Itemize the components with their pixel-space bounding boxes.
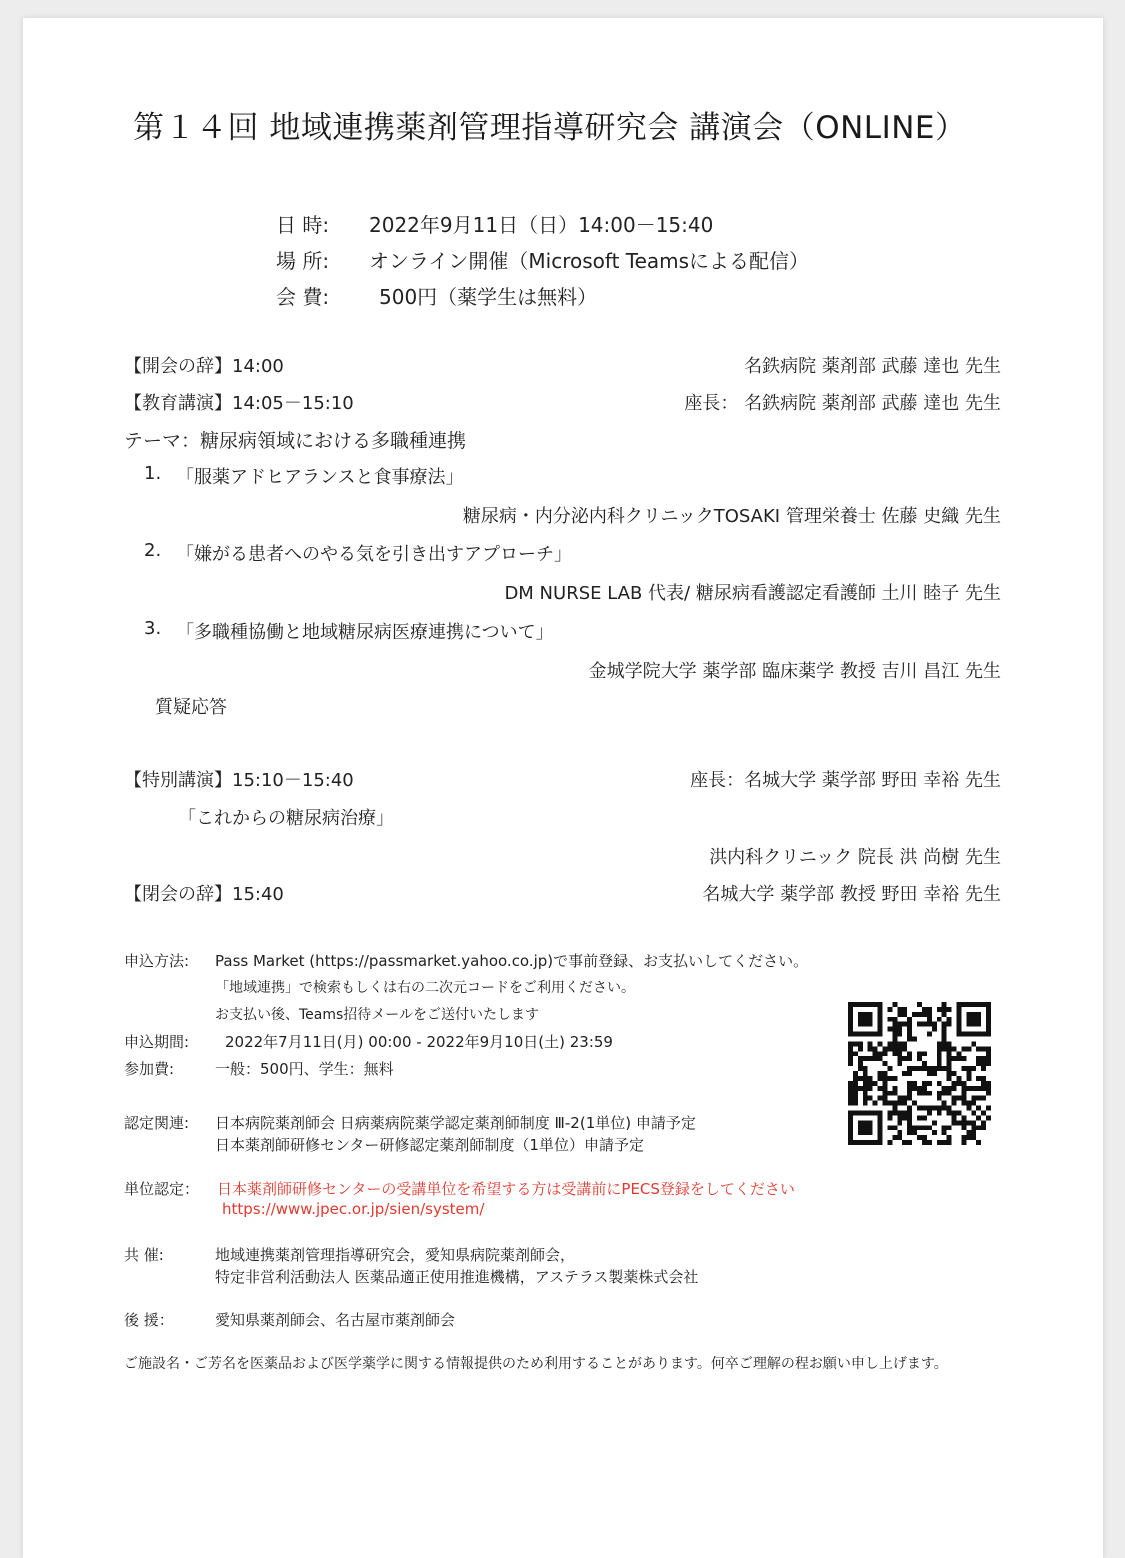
talk-1-number: 1.: [144, 463, 162, 484]
jpec-link[interactable]: https://www.jpec.or.jp/sien/system/: [222, 1200, 485, 1218]
talk-2-speaker: DM NURSE LAB 代表/ 糖尿病看護認定看護師 土川 睦子 先生: [504, 583, 1001, 604]
participation-fee-label: 参加費:: [124, 1060, 175, 1078]
participation-fee-value: 一般：500円、学生：無料: [215, 1060, 394, 1078]
qa: 質疑応答: [155, 697, 227, 718]
closing-speaker: 名城大学 薬学部 教授 野田 幸裕 先生: [702, 884, 1001, 905]
closing-label: 【閉会の辞】15:40: [124, 884, 284, 905]
place-label: 場 所:: [276, 249, 330, 273]
period-label: 申込期間:: [124, 1033, 190, 1051]
qr-code-icon[interactable]: [848, 1002, 991, 1145]
opening-label: 【開会の辞】14:00: [124, 356, 284, 377]
apply-label: 申込方法:: [124, 952, 190, 970]
special-speaker: 洪内科クリニック 院長 洪 尚樹 先生: [709, 847, 1001, 868]
apply-line-1: Pass Market (https://passmarket.yahoo.co.jp)で事前登録、お支払いしてください。: [215, 952, 809, 970]
cert-line-2: 日本薬剤師研修センター研修認定薬剤師制度（1単位）申請予定: [215, 1136, 644, 1154]
talk-2-title: 「嫌がる患者へのやる気を引き出すアプローチ」: [176, 544, 572, 565]
cert-line-1: 日本病院薬剤師会 日病薬病院薬学認定薬剤師制度 Ⅲ-2(1単位) 申請予定: [215, 1114, 696, 1132]
support-label: 後 援：: [124, 1311, 174, 1329]
date-value: 2022年9月11日（日）14:00－15:40: [369, 213, 714, 237]
special-title: 「これからの糖尿病治療」: [178, 808, 394, 829]
cohost-line-2: 特定非営利活動法人 医薬品適正使用推進機構，アステラス製薬株式会社: [215, 1268, 699, 1286]
cohost-label: 共 催:: [124, 1246, 164, 1264]
place-value: オンライン開催（Microsoft Teamsによる配信）: [369, 249, 810, 273]
flyer-page: [23, 18, 1103, 1558]
talk-1-title: 「服薬アドヒアランスと食事療法」: [176, 467, 464, 488]
date-label: 日 時:: [276, 213, 330, 237]
special-label: 【特別講演】15:10－15:40: [124, 770, 354, 791]
talk-3-number: 3.: [144, 618, 162, 639]
apply-line-2: 「地域連携」で検索もしくは右の二次元コードをご利用ください。: [215, 980, 635, 996]
unit-label: 単位認定：: [124, 1180, 200, 1198]
education-chair: 座長： 名鉄病院 薬剤部 武藤 達也 先生: [684, 393, 1001, 414]
education-label: 【教育講演】14:05－15:10: [124, 393, 354, 414]
theme: テーマ：糖尿病領域における多職種連携: [124, 430, 467, 452]
special-chair: 座長：名城大学 薬学部 野田 幸裕 先生: [690, 770, 1001, 791]
unit-notice: 日本薬剤師研修センターの受講単位を希望する方は受講前にPECS登録をしてください: [217, 1180, 795, 1198]
page-title: 第１４回 地域連携薬剤管理指導研究会 講演会（ONLINE）: [133, 110, 967, 146]
cert-label: 認定関連:: [124, 1114, 190, 1132]
apply-line-3: お支払い後、Teams招待メールをご送付いたします: [215, 1007, 540, 1023]
opening-speaker: 名鉄病院 薬剤部 武藤 達也 先生: [744, 356, 1001, 377]
fee-value: 500円（薬学生は無料）: [379, 285, 598, 309]
fee-label: 会 費:: [276, 285, 330, 309]
privacy-note: ご施設名・ご芳名を医薬品および医学薬学に関する情報提供のため利用することがあります。何卒ご理解の程お願い申し上げます。: [124, 1356, 948, 1372]
talk-1-speaker: 糖尿病・内分泌内科クリニックTOSAKI 管理栄養士 佐藤 史織 先生: [462, 506, 1001, 527]
support-value: 愛知県薬剤師会、名古屋市薬剤師会: [215, 1311, 456, 1329]
talk-3-title: 「多職種協働と地域糖尿病医療連携について」: [176, 622, 554, 643]
talk-3-speaker: 金城学院大学 薬学部 臨床薬学 教授 吉川 昌江 先生: [588, 661, 1001, 682]
talk-2-number: 2.: [144, 540, 162, 561]
period-value: 2022年7月11日(月) 00:00 - 2022年9月10日(土) 23:59: [225, 1033, 613, 1051]
cohost-line-1: 地域連携薬剤管理指導研究会，愛知県病院薬剤師会，: [215, 1246, 576, 1264]
